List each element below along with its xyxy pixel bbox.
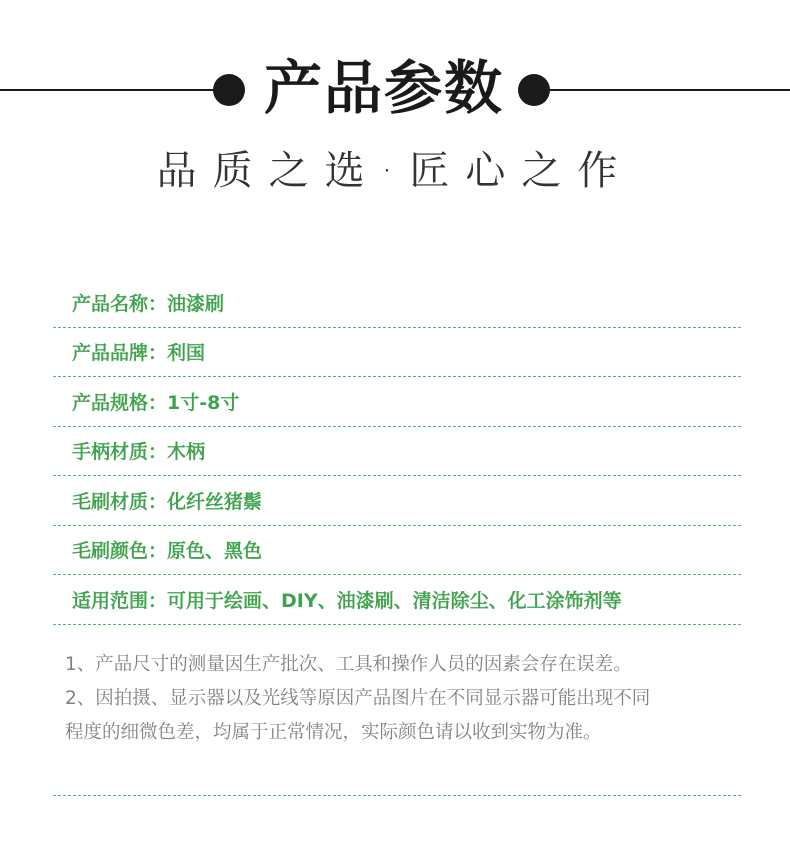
param-value: 利国: [167, 342, 206, 365]
param-list: [53, 278, 741, 625]
note-line-2: 2、因拍摄、显示器以及光线等原因产品图片在不同显示器可能出现不同: [65, 688, 651, 709]
param-value: 木柄: [167, 441, 206, 464]
page-subtitle: 品质之选·匠心之作: [156, 148, 634, 194]
param-row-brand: [53, 328, 741, 378]
param-label: 产品规格：: [72, 391, 168, 414]
param-label: 毛刷颜色：: [72, 540, 168, 563]
param-label: 手柄材质：: [72, 441, 168, 464]
param-label: 毛刷材质：: [72, 490, 168, 513]
header-line-left: [0, 89, 220, 91]
param-value: 油漆刷: [167, 292, 225, 315]
param-row-bristle-material: [53, 476, 741, 526]
param-value: 1寸-8寸: [167, 391, 240, 414]
note-line-1: 1、产品尺寸的测量因生产批次、工具和操作人员的因素会存在误差。: [65, 654, 632, 675]
param-value: 原色、黑色: [167, 540, 263, 563]
header-dot-left: [213, 74, 245, 106]
header-line-right: [545, 89, 790, 91]
param-row-handle-material: [53, 427, 741, 477]
notes: [65, 648, 745, 750]
bottom-divider: [53, 795, 741, 796]
param-value: 化纤丝猪鬃: [167, 490, 263, 513]
param-label: 产品品牌：: [72, 342, 168, 365]
param-row-bristle-color: [53, 526, 741, 576]
param-row-size: [53, 377, 741, 427]
note-line-3: 程度的细微色差，均属于正常情况，实际颜色请以收到实物为准。: [65, 722, 602, 743]
page-title: 产品参数: [263, 54, 504, 122]
param-row-product-name: [53, 278, 741, 328]
param-label: 适用范围：: [72, 589, 168, 612]
param-row-usage: [53, 575, 741, 625]
param-value: 可用于绘画、DIY、油漆刷、清洁除尘、化工涂饰剂等: [167, 589, 622, 612]
param-label: 产品名称：: [72, 292, 168, 315]
